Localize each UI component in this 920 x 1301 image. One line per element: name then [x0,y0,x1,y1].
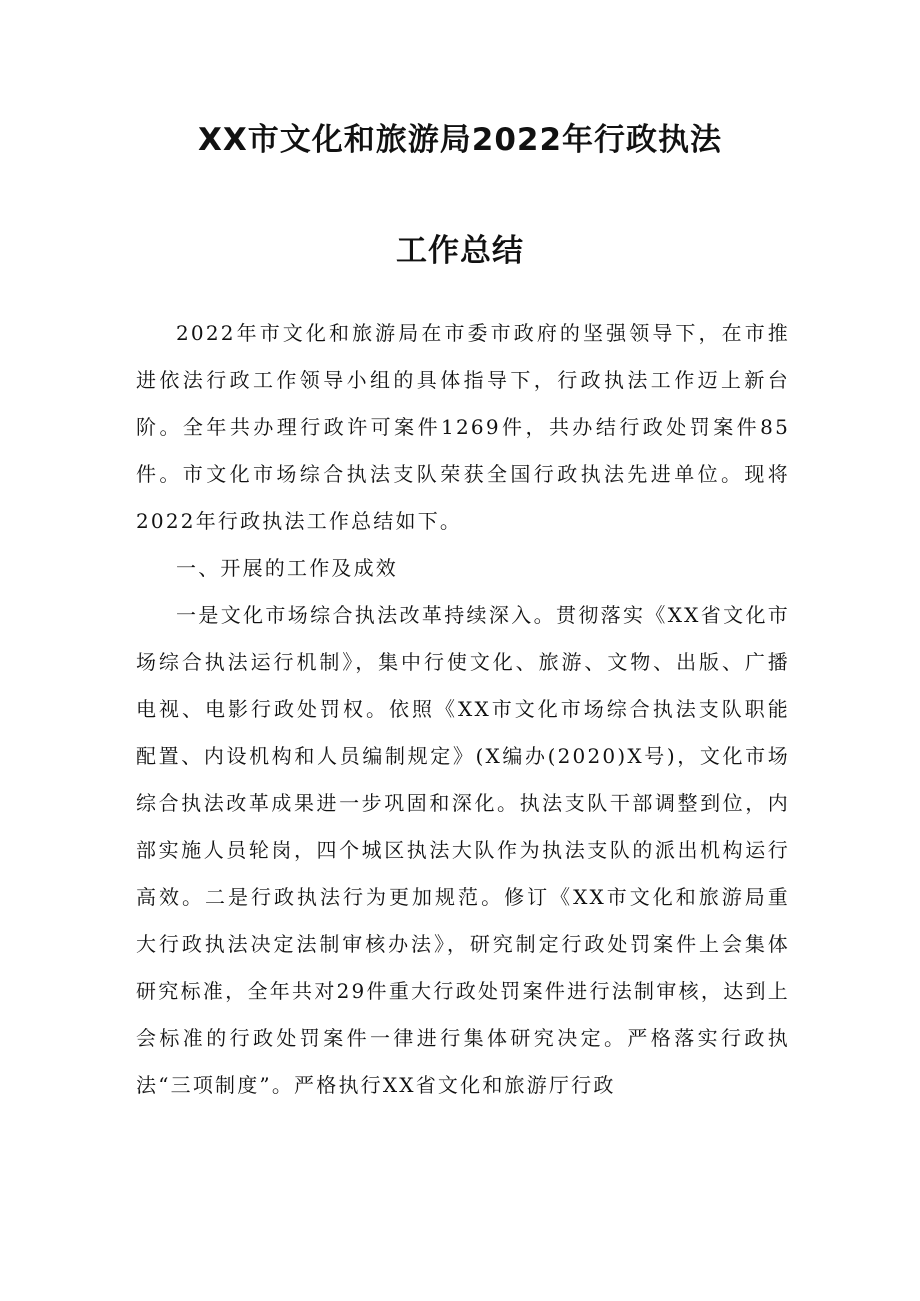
paragraph-work-results: 一是文化市场综合执法改革持续深入。贯彻落实《XX省文化市场综合执法运行机制》，集中行使文化、旅游、文物、出版、广播电视、电影行政处罚权。依照《XX市文化市场综合执法支队职能配置、内设机构和人员编制规定》(X编办(2020)X号)，文化市场综合执法改革成果进一步巩固和深化。执法支队干部调整到位，内部实施人员轮岗，四个城区执法大队作为执法支队的派出机构运行高效。二是行政执法行为更加规范。修订《XX市文化和旅游局重大行政执法决定法制审核办法》，研究制定行政处罚案件上会集体研究标准，全年共对29件重大行政处罚案件进行法制审核，达到上会标准的行政处罚案件一律进行集体研究决定。严格落实行政执法“三项制度”。严格执行XX省文化和旅游厅行政 [136,603,790,1097]
document-body [136,310,790,1109]
paragraph-intro: 2022年市文化和旅游局在市委市政府的坚强领导下，在市推进依法行政工作领导小组的具体指导下，行政执法工作迈上新台阶。全年共办理行政许可案件1269件，共办结行政处罚案件85件。市文化市场综合执法支队荣获全国行政执法先进单位。现将2022年行政执法工作总结如下。 [136,321,790,533]
document-title-line-2: 工作总结 [396,233,524,269]
document-title-line-1: XX市文化和旅游局2022年行政执法 [197,122,723,158]
section-heading: 一、开展的工作及成效 [176,556,398,580]
